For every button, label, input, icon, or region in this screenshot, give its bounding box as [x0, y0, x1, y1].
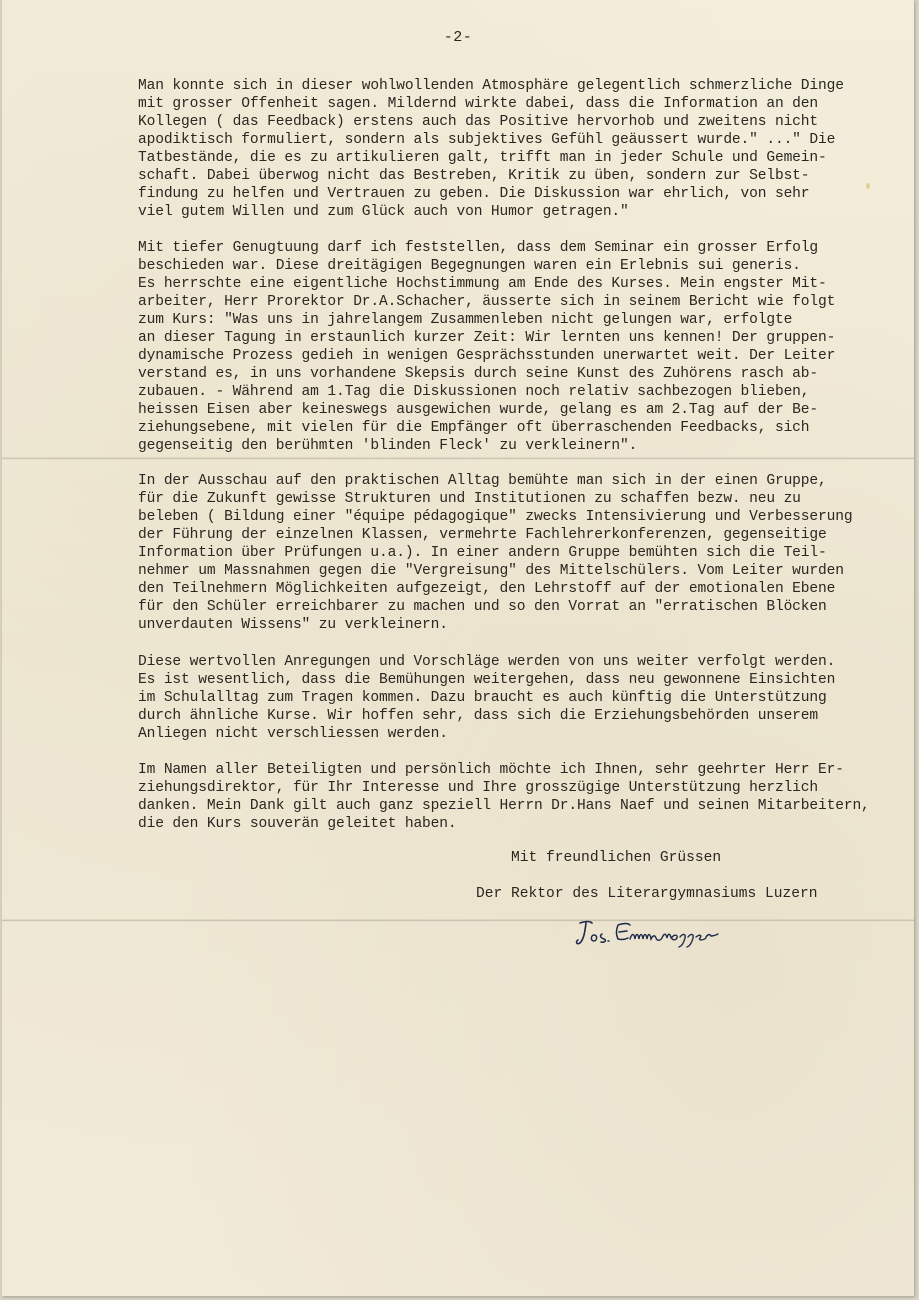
paragraph-4: Diese wertvollen Anregungen und Vorschläge werden von uns weiter verfolgt werden. Es ist wesentlich, dass die Bemühungen weitergehen, dass neu gewonnene Einsichten im Schulalltag zum Tragen kommen. Dazu braucht es auch künftig die Unterstützung durch ähnliche Kurse. Wir hoffen sehr, dass sich die Erziehungsbehörden unserem Anliegen nicht verschliessen werden. — [138, 654, 836, 742]
paper-stain — [866, 183, 870, 189]
signer-title: Der Rektor des Literargymnasiums Luzern — [476, 886, 818, 902]
paper-fold-line — [2, 919, 914, 922]
page-number: -2- — [443, 29, 473, 46]
paragraph-2: Mit tiefer Genugtuung darf ich feststellen, dass dem Seminar ein grosser Erfolg beschieden war. Diese dreitägigen Begegnungen waren ein Erlebnis sui generis. Es herrschte eine eigentliche Hochstimmung am Ende des Kurses. Mein engster Mit- arbeiter, Herr Prorektor Dr.A.Schacher, äusserte sich in seinem Bericht wie folgt zum Kurs: "Was uns in jahrelangem Zusammenleben nicht gelungen war, erfolgte an dieser Tagung in erstaunlich kurzer Zeit: Wir lernten uns kennen! Der gruppen- dynamische Prozess gedieh in wenigen Gesprächsstunden unerwartet weit. Der Leiter verstand es, in uns vorhandene Skepsis durch seine Kunst des Zuhörens rasch ab- zubauen. - Während am 1.Tag die Diskussionen noch relativ sachbezogen blieben, heissen Eisen aber keineswegs ausgewichen wurde, gelang es am 2.Tag auf der Be- ziehungsebene, mit vielen für die Empfänger oft überraschenden Feedbacks, sich gegenseitig den berühmten 'blinden Fleck' zu verkleinern". — [138, 240, 836, 454]
paper-fold-line — [2, 457, 914, 460]
paragraph-1: Man konnte sich in dieser wohlwollenden Atmosphäre gelegentlich schmerzliche Dinge mit grosser Offenheit sagen. Mildernd wirkte dabei, dass die Information an den Kollegen ( das Feedback) erstens auch das Positive hervorhob und zweitens nicht apodiktisch formuliert, sondern als subjektives Gefühl geäussert wurde." ..." Die Tatbestände, die es zu artikulieren galt, trifft man in jeder Schule und Gemein- schaft. Dabei überwog nicht das Bestreben, Kritik zu üben, sondern zur Selbst- findung zu helfen und Vertrauen zu geben. Die Diskussion war ehrlich, von sehr viel gutem Willen und zum Glück auch von Humor getragen." — [138, 78, 844, 220]
letter-page — [2, 0, 914, 1296]
paragraph-3: In der Ausschau auf den praktischen Alltag bemühte man sich in der einen Gruppe, für die Zukunft gewisse Strukturen und Institutionen zu schaffen bezw. neu zu beleben ( Bildung einer "équipe pédagogique" zwecks Intensivierung und Verbesserung der Führung der einzelnen Klassen, vermehrte Fachlehrerkonferenzen, gegenseitige Information über Prüfungen u.a.). In einer andern Gruppe bemühten sich die Teil- nehmer um Massnahmen gegen die "Vergreisung" des Mittelschülers. Vom Leiter wurden den Teilnehmern Möglichkeiten aufgezeigt, den Lehrstoff auf der emotionalen Ebene für den Schüler erreichbarer zu machen und so den Vorrat an "erratischen Blöcken unverdauten Wissens" zu verkleinern. — [138, 473, 853, 633]
closing-salutation: Mit freundlichen Grüssen — [511, 850, 722, 866]
handwritten-signature — [572, 915, 722, 949]
paragraph-5: Im Namen aller Beteiligten und persönlich möchte ich Ihnen, sehr geehrter Herr Er- ziehungsdirektor, für Ihr Interesse und Ihre grosszügige Unterstützung herzlich danken. Mein Dank gilt auch ganz speziell Herrn Dr.Hans Naef und seinen Mitarbeitern, die den Kurs souverän geleitet haben. — [138, 762, 870, 832]
